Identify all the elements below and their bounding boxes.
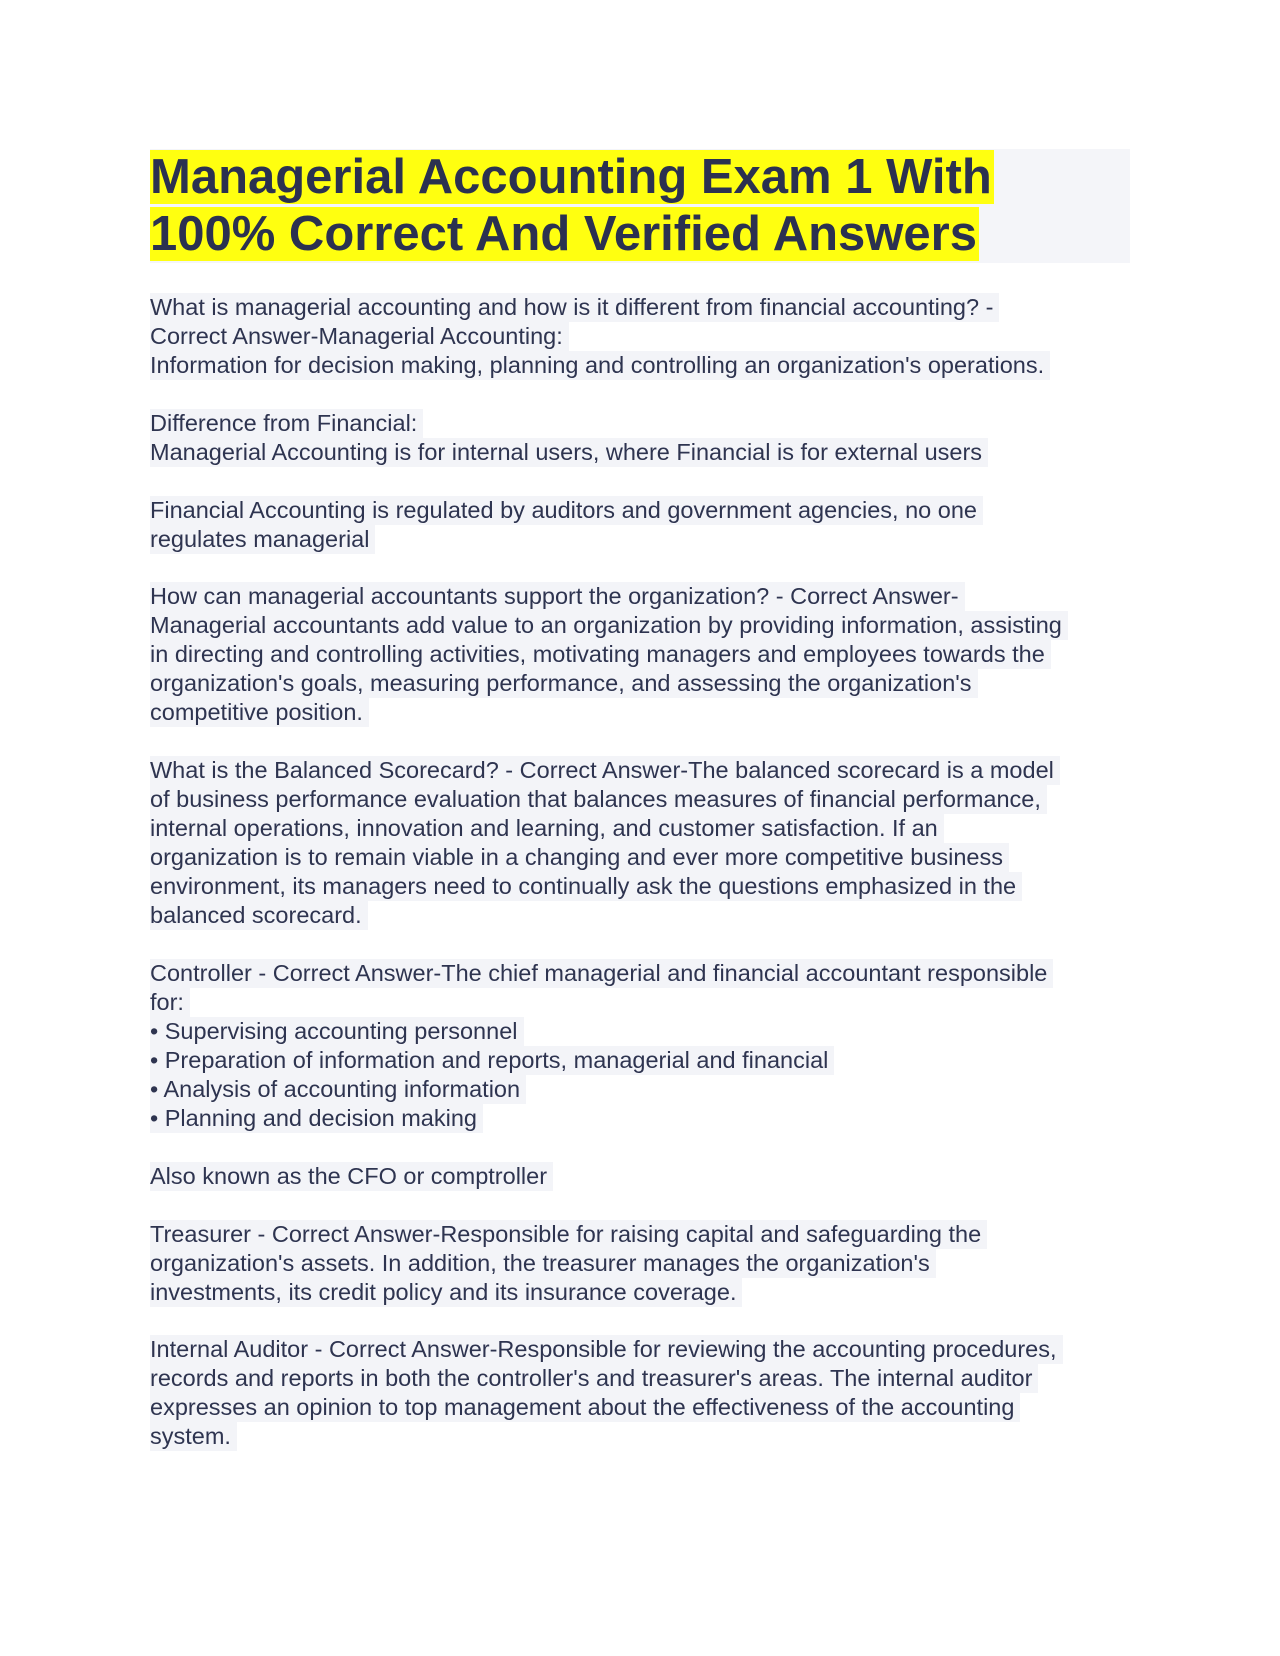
paragraph-line-row — [150, 1393, 1130, 1422]
paragraph-line-row — [150, 322, 1130, 351]
paragraph-line-row — [150, 351, 1130, 380]
paragraph-line-row — [150, 1278, 1130, 1307]
qa-paragraph — [150, 496, 1130, 554]
paragraph-line: Treasurer - Correct Answer-Responsible for raising capital and safeguarding the — [150, 1220, 987, 1249]
paragraph-line: Difference from Financial: — [150, 409, 423, 438]
paragraph-line: Managerial accountants add value to an organization by providing information, assisting — [150, 611, 1068, 640]
paragraph-line: Also known as the CFO or comptroller — [150, 1162, 553, 1191]
paragraph-line-row — [150, 872, 1130, 901]
paragraph-line-row — [150, 988, 1130, 1017]
paragraph-line: regulates managerial — [150, 525, 375, 554]
title-block — [150, 149, 1130, 263]
paragraph-line: organization's goals, measuring performance, and assessing the organization's — [150, 669, 978, 698]
paragraph-line-row — [150, 525, 1130, 554]
paragraph-line-row — [150, 1422, 1130, 1451]
paragraph-line-row — [150, 1046, 1130, 1075]
paragraph-line: environment, its managers need to continually ask the questions emphasized in the — [150, 872, 1022, 901]
paragraph-line-row — [150, 756, 1130, 785]
paragraph-line: Controller - Correct Answer-The chief managerial and financial accountant responsible — [150, 959, 1053, 988]
paragraph-line-row — [150, 409, 1130, 438]
paragraph-line: Information for decision making, planning and controlling an organization's operations. — [150, 351, 1050, 380]
paragraph-line-row — [150, 611, 1130, 640]
paragraph-line: internal operations, innovation and learning, and customer satisfaction. If an — [150, 814, 944, 843]
paragraph-line: for: — [150, 988, 190, 1017]
paragraph-line-row — [150, 438, 1130, 467]
qa-paragraph — [150, 582, 1130, 727]
paragraph-line: • Planning and decision making — [150, 1104, 483, 1133]
paragraph-line: • Preparation of information and reports, managerial and financial — [150, 1046, 834, 1075]
paragraph-line-row — [150, 293, 1130, 322]
paragraph-line: organization's assets. In addition, the treasurer manages the organization's — [150, 1249, 936, 1278]
paragraph-line: What is managerial accounting and how is it different from financial accounting? - — [150, 293, 999, 322]
paragraph-line-row — [150, 1104, 1130, 1133]
paragraph-line-row — [150, 1162, 1130, 1191]
paragraph-line: organization is to remain viable in a changing and ever more competitive business — [150, 843, 1009, 872]
paragraph-line: in directing and controlling activities, motivating managers and employees towards the — [150, 640, 1051, 669]
paragraph-line-row — [150, 785, 1130, 814]
paragraph-line: Financial Accounting is regulated by auditors and government agencies, no one — [150, 496, 983, 525]
qa-paragraph — [150, 1220, 1130, 1307]
paragraph-line-row — [150, 901, 1130, 930]
paragraph-line: • Supervising accounting personnel — [150, 1017, 524, 1046]
paragraph-line-row — [150, 1220, 1130, 1249]
paragraph-line-row — [150, 959, 1130, 988]
paragraph-line: Correct Answer-Managerial Accounting: — [150, 322, 569, 351]
paragraph-line-row — [150, 1017, 1130, 1046]
paragraph-line: Internal Auditor - Correct Answer-Responsible for reviewing the accounting procedures, — [150, 1335, 1063, 1364]
document-page — [150, 149, 1130, 1480]
document-title — [150, 149, 1130, 263]
qa-paragraph — [150, 1335, 1130, 1451]
paragraph-line-row — [150, 669, 1130, 698]
paragraph-line-row — [150, 1364, 1130, 1393]
paragraph-line-row — [150, 843, 1130, 872]
paragraph-line: competitive position. — [150, 698, 369, 727]
paragraph-line: investments, its credit policy and its insurance coverage. — [150, 1278, 742, 1307]
qa-paragraph — [150, 756, 1130, 930]
document-body — [150, 293, 1130, 1451]
paragraph-line-row — [150, 1249, 1130, 1278]
paragraph-line: records and reports in both the controller's and treasurer's areas. The internal auditor — [150, 1364, 1038, 1393]
title-line-1: Managerial Accounting Exam 1 With — [150, 150, 992, 204]
paragraph-line: How can managerial accountants support the organization? - Correct Answer- — [150, 582, 965, 611]
paragraph-line-row — [150, 496, 1130, 525]
paragraph-line-row — [150, 582, 1130, 611]
paragraph-line-row — [150, 814, 1130, 843]
qa-paragraph — [150, 959, 1130, 1133]
paragraph-line: expresses an opinion to top management about the effectiveness of the accounting — [150, 1393, 1020, 1422]
paragraph-line: • Analysis of accounting information — [150, 1075, 526, 1104]
qa-paragraph — [150, 293, 1130, 380]
paragraph-line-row — [150, 1075, 1130, 1104]
paragraph-line-row — [150, 1335, 1130, 1364]
qa-paragraph — [150, 1162, 1130, 1191]
paragraph-line-row — [150, 640, 1130, 669]
paragraph-line: Managerial Accounting is for internal users, where Financial is for external users — [150, 438, 988, 467]
paragraph-line: system. — [150, 1422, 237, 1451]
title-line-2: 100% Correct And Verified Answers — [150, 207, 977, 261]
paragraph-line: of business performance evaluation that balances measures of financial performance, — [150, 785, 1047, 814]
paragraph-line-row — [150, 698, 1130, 727]
paragraph-line: balanced scorecard. — [150, 901, 368, 930]
qa-paragraph — [150, 409, 1130, 467]
paragraph-line: What is the Balanced Scorecard? - Correct Answer-The balanced scorecard is a model — [150, 756, 1060, 785]
